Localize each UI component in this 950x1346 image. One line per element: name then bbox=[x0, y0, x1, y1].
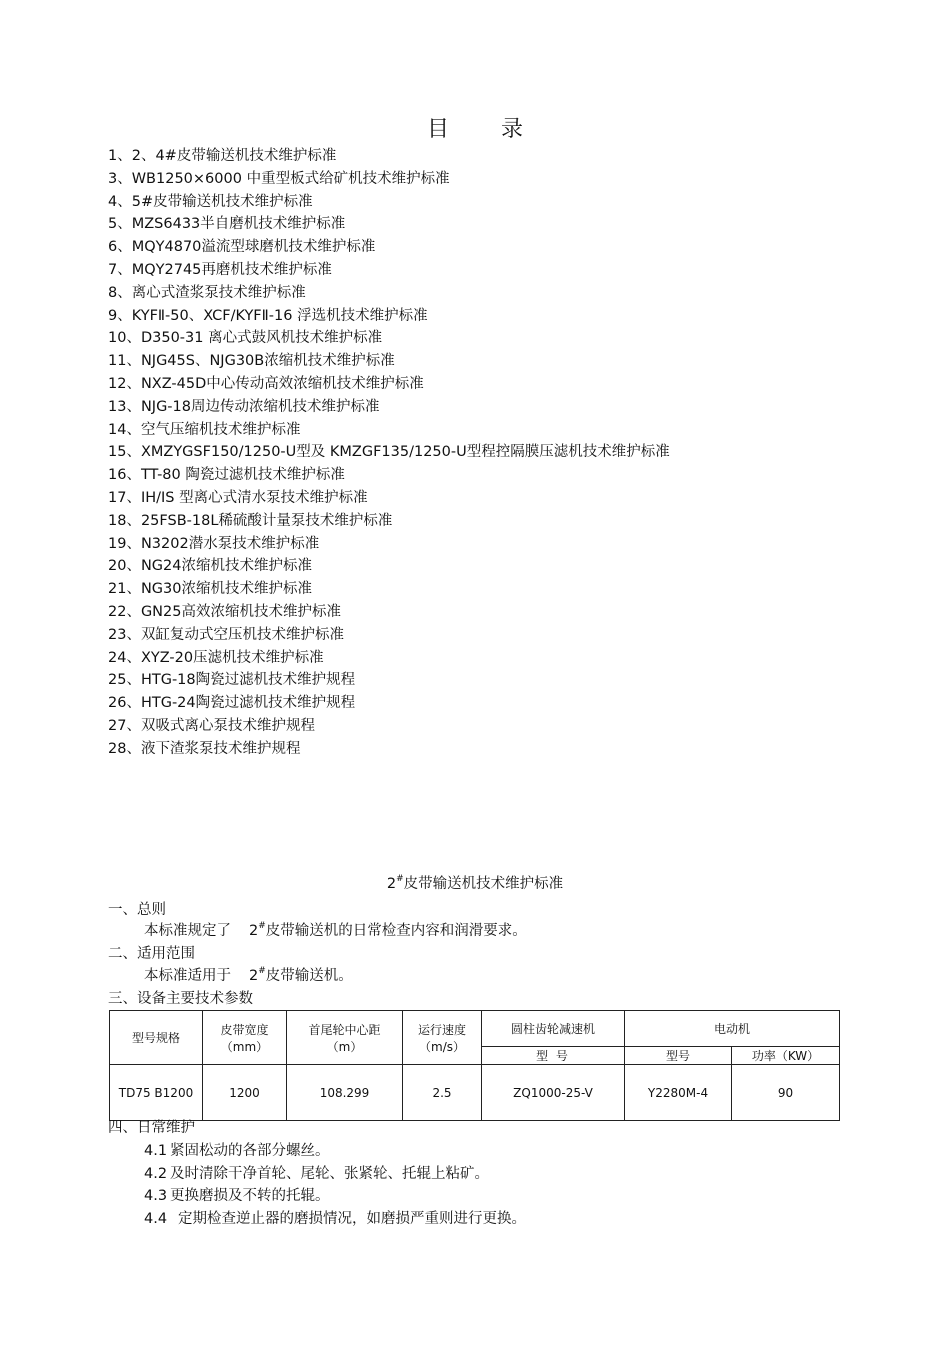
cell-motor-model: Y2280M-4 bbox=[625, 1065, 732, 1121]
scope-mark: # bbox=[258, 966, 266, 976]
section-title-mark: # bbox=[396, 874, 404, 884]
toc-item: 22、GN25高效浓缩机技术维护标准 bbox=[108, 603, 341, 620]
cell-center-dist: 108.299 bbox=[287, 1065, 403, 1121]
maint-item-text: 更换磨损及不转的托辊。 bbox=[170, 1188, 330, 1204]
toc-list bbox=[108, 145, 868, 761]
toc-item: 13、NJG-18周边传动浓缩机技术维护标准 bbox=[108, 398, 380, 415]
toc-item: 20、NG24浓缩机技术维护标准 bbox=[108, 558, 312, 575]
toc-item: 8、离心式渣浆泵技术维护标准 bbox=[108, 284, 306, 301]
toc-item: 15、XMZYGSF150/1250-U型及 KMZGF135/1250-U型程控隔膜压滤机技术维护标准 bbox=[108, 444, 670, 461]
toc-item: 4、5#皮带输送机技术维护标准 bbox=[108, 193, 313, 210]
section-title bbox=[0, 872, 950, 893]
toc-item: 10、D350-31 离心式鼓风机技术维护标准 bbox=[108, 330, 383, 347]
th-center-dist-label: 首尾轮中心距 bbox=[308, 1022, 381, 1037]
th-speed-label: 运行速度 bbox=[417, 1022, 466, 1037]
general-text-b: 皮带输送机的日常检查内容和润滑要求。 bbox=[265, 923, 527, 939]
scope-heading: 二、适用范围 bbox=[108, 946, 195, 962]
general-text bbox=[144, 919, 527, 940]
general-mark: # bbox=[258, 921, 266, 931]
th-speed bbox=[403, 1011, 482, 1065]
toc-item: 6、MQY4870溢流型球磨机技术维护标准 bbox=[108, 239, 376, 256]
general-heading: 一、总则 bbox=[108, 902, 166, 918]
maint-item bbox=[144, 1184, 330, 1205]
toc-item: 21、NG30浓缩机技术维护标准 bbox=[108, 581, 312, 598]
scope-text bbox=[144, 964, 353, 985]
th-motor-power: 功率（KW） bbox=[732, 1047, 840, 1065]
toc-item: 9、KYFⅡ-50、XCF/KYFⅡ-16 浮选机技术维护标准 bbox=[108, 307, 428, 324]
toc-item: 1、2、4#皮带输送机技术维护标准 bbox=[108, 148, 337, 164]
toc-item: 26、HTG-24陶瓷过滤机技术维护规程 bbox=[108, 695, 356, 712]
th-speed-unit: （m/s） bbox=[419, 1039, 465, 1054]
cell-belt-width: 1200 bbox=[203, 1065, 287, 1121]
maint-item bbox=[144, 1139, 330, 1160]
section-title-num: 2 bbox=[386, 876, 397, 892]
maint-item-num: 4.3 bbox=[144, 1188, 168, 1204]
th-belt-width bbox=[203, 1011, 287, 1065]
maint-item-text: 及时清除干净首轮、尾轮、张紧轮、托辊上粘矿。 bbox=[170, 1166, 489, 1182]
toc-item: 14、空气压缩机技术维护标准 bbox=[108, 421, 301, 438]
cell-speed: 2.5 bbox=[403, 1065, 482, 1121]
spec-table bbox=[109, 1010, 840, 1121]
th-reducer: 圆柱齿轮减速机 bbox=[482, 1011, 625, 1047]
toc-item: 23、双缸复动式空压机技术维护标准 bbox=[108, 626, 344, 643]
toc-item: 27、双吸式离心泵技术维护规程 bbox=[108, 717, 315, 734]
th-belt-width-unit: （mm） bbox=[220, 1039, 269, 1054]
maint-item-text: 定期检查逆止器的磨损情况，如磨损严重则进行更换。 bbox=[178, 1211, 526, 1227]
maint-heading: 四、日常维护 bbox=[108, 1120, 195, 1136]
maint-item-num: 4.1 bbox=[144, 1143, 168, 1159]
scope-text-a: 本标准适用于 bbox=[144, 968, 231, 984]
toc-item: 7、MQY2745再磨机技术维护标准 bbox=[108, 261, 332, 278]
toc-item: 11、NJG45S、NJG30B浓缩机技术维护标准 bbox=[108, 353, 395, 370]
scope-num: 2 bbox=[249, 968, 259, 984]
th-belt-width-label: 皮带宽度 bbox=[220, 1022, 269, 1037]
th-reducer-model: 型 号 bbox=[482, 1047, 625, 1065]
params-heading: 三、设备主要技术参数 bbox=[108, 991, 253, 1007]
toc-item: 3、WB1250×6000 中重型板式给矿机技术维护标准 bbox=[108, 170, 450, 187]
toc-item: 12、NXZ-45D中心传动高效浓缩机技术维护标准 bbox=[108, 375, 424, 392]
th-model-spec: 型号规格 bbox=[110, 1011, 203, 1065]
toc-item: 25、HTG-18陶瓷过滤机技术维护规程 bbox=[108, 672, 356, 689]
section-title-text: 皮带输送机技术维护标准 bbox=[403, 876, 564, 892]
toc-item: 16、TT-80 陶瓷过滤机技术维护标准 bbox=[108, 467, 345, 484]
toc-item: 24、XYZ-20压滤机技术维护标准 bbox=[108, 649, 324, 666]
maint-item-num: 4.2 bbox=[144, 1166, 168, 1182]
scope-text-b: 皮带输送机。 bbox=[265, 968, 353, 984]
th-center-dist bbox=[287, 1011, 403, 1065]
toc-item: 19、N3202潜水泵技术维护标准 bbox=[108, 535, 320, 552]
maint-item-text: 紧固松动的各部分螺丝。 bbox=[170, 1143, 330, 1159]
toc-title: 目录 bbox=[426, 117, 575, 142]
th-motor-model: 型号 bbox=[625, 1047, 732, 1065]
th-motor: 电动机 bbox=[625, 1011, 840, 1047]
cell-reducer-model: ZQ1000-25-V bbox=[482, 1065, 625, 1121]
toc-item: 18、25FSB-18L稀硫酸计量泵技术维护标准 bbox=[108, 512, 393, 529]
general-num: 2 bbox=[249, 923, 259, 939]
maint-item bbox=[144, 1207, 526, 1228]
table-row bbox=[110, 1065, 840, 1121]
th-center-dist-unit: （m） bbox=[326, 1039, 363, 1054]
maint-item bbox=[144, 1162, 489, 1183]
toc-item: 17、IH/IS 型离心式清水泵技术维护标准 bbox=[108, 489, 368, 506]
general-text-a: 本标准规定了 bbox=[144, 923, 231, 939]
maint-item-num: 4.4 bbox=[144, 1211, 168, 1227]
cell-motor-power: 90 bbox=[732, 1065, 840, 1121]
cell-model-spec: TD75 B1200 bbox=[110, 1065, 203, 1121]
toc-item: 28、液下渣浆泵技术维护规程 bbox=[108, 740, 301, 757]
toc-item: 5、MZS6433半自磨机技术维护标准 bbox=[108, 216, 346, 233]
